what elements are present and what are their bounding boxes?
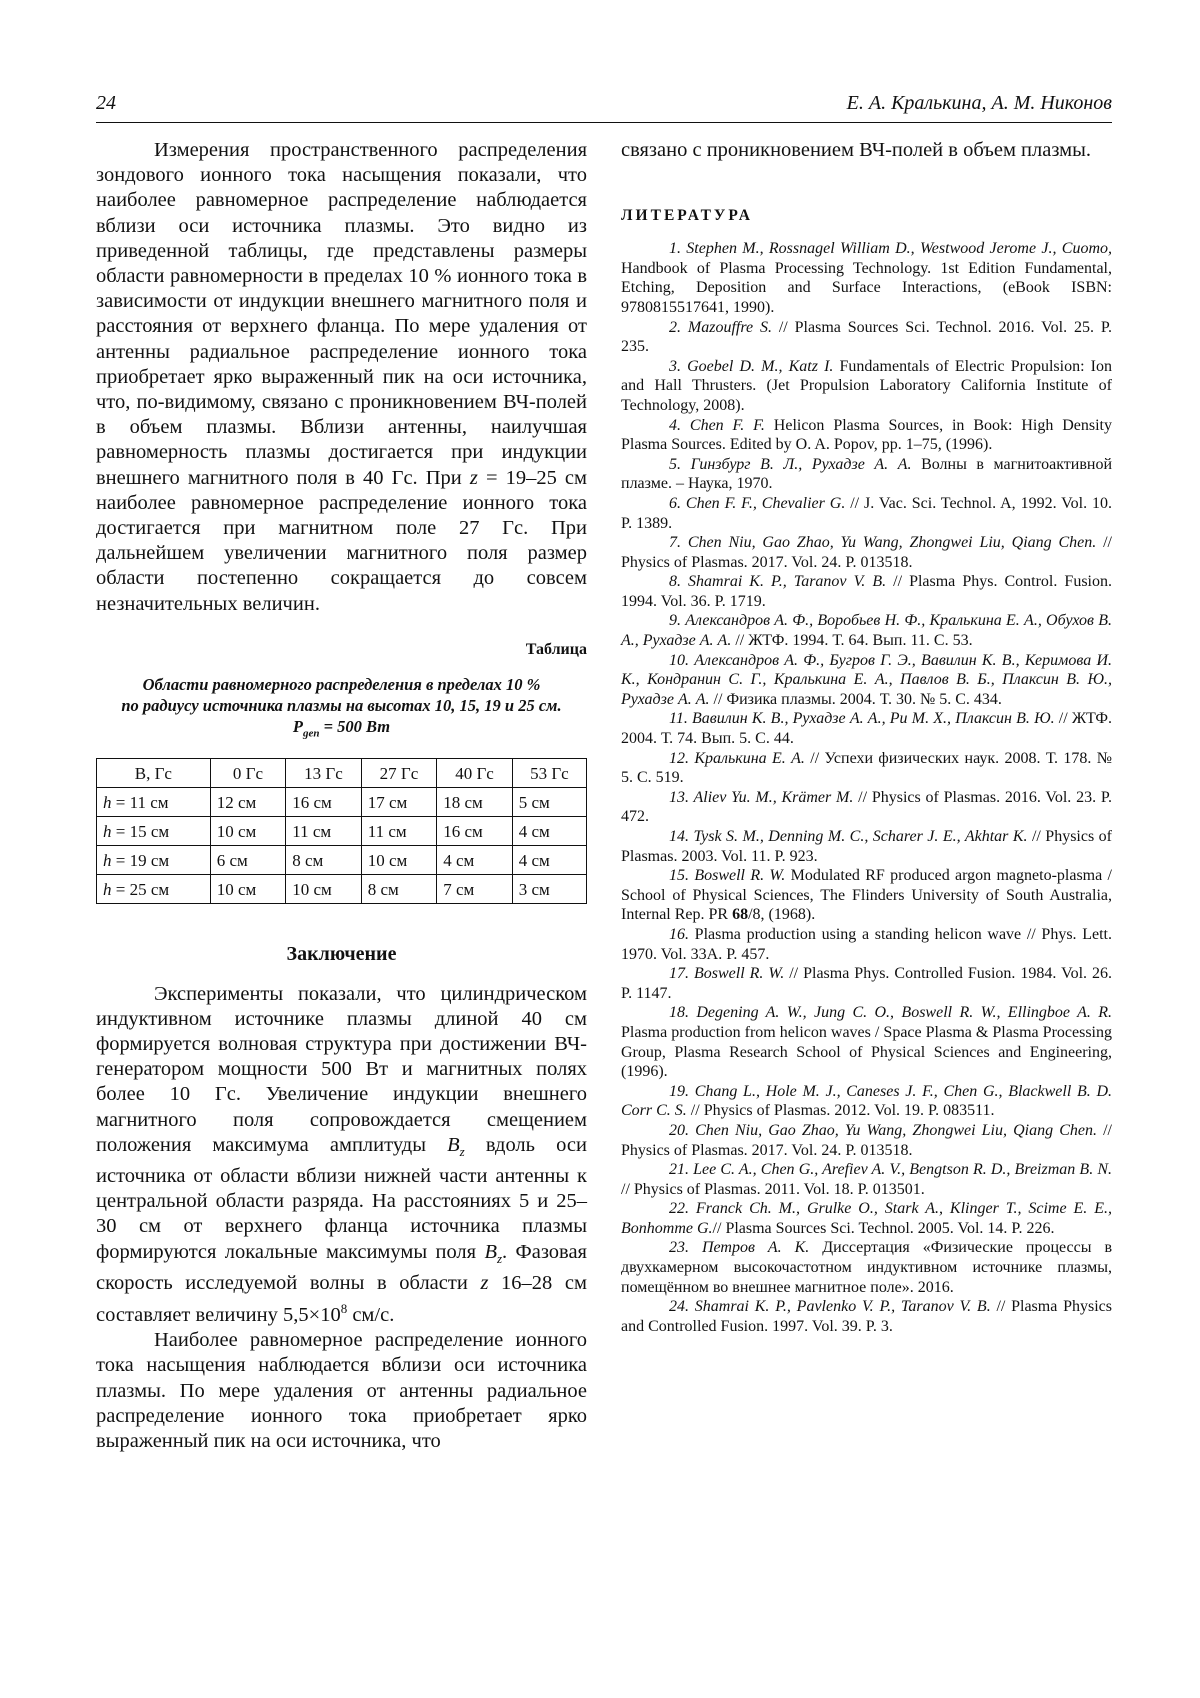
reference-source: // Физика плазмы. 2004. Т. 30. № 5. С. 434. [709,690,1002,708]
reference-item [621,1003,1112,1081]
reference-item [621,533,1112,572]
caption-tail: = 500 Вт [319,717,391,737]
table-cell: 11 см [361,817,437,846]
table-cell: 12 см [210,788,286,817]
reference-authors: 15. Boswell R. W. [669,867,786,885]
reference-item [621,964,1112,1003]
text-run: . Фазовая скорость исследуемой волны в области [96,1240,587,1294]
table-caption [96,674,587,744]
reference-item [621,788,1112,827]
reference-source: // Physics of Plasmas. 2017. Vol. 24. P. 013518. [621,1121,1113,1159]
table-header-cell: 0 Гс [210,759,286,788]
reference-authors: 14. Tysk S. M., Denning M. C., Scharer J. E., Akhtar K. [669,828,1028,846]
reference-authors: 9. Александров А. Ф., Воробьев Н. Ф., Кралькина Е. А., Обухов В. А., Рухадзе А. А. [621,612,1112,650]
row-label-value: = 25 см [111,879,170,899]
row-label-value: = 19 см [111,850,170,870]
table-cell: 4 см [512,846,586,875]
superscript: 8 [340,1301,348,1317]
table-cell: 16 см [437,817,513,846]
running-header [96,92,1112,123]
variable: B [447,1133,460,1156]
right-column [621,138,1112,1336]
reference-source: Plasma production using a standing helicon wave // Phys. Lett. 1970. Vol. 33A. P. 457. [621,925,1112,963]
reference-item [621,494,1112,533]
reference-source: Helicon Plasma Sources, in Book: High Density Plasma Sources. Edited by O. A. Popov, pp. 1–75, (1996). [621,416,1113,454]
row-label-value: = 11 см [111,792,169,812]
caption-line: по радиусу источника плазмы на высотах 10, 15, 19 и 25 см. [121,696,562,716]
row-label [97,788,211,817]
reference-tail: /8, (1968). [748,906,816,924]
reference-authors: 10. Александров А. Ф., Бугров Г. Э., Вавилин К. В., Керимова И. К., Кондранин С. Г., Кралькина Е. А., Павлов В. Б., Плаксин В. Ю., Рухадзе А. А. [621,651,1112,708]
reference-source: // Physics of Plasmas. 2003. Vol. 11. P. 923. [621,828,1112,865]
reference-authors: 24. Shamrai K. P., Pavlenko V. P., Taranov V. B. [669,1298,991,1316]
table-cell: 4 см [437,846,513,875]
reference-source: // Plasma Physics and Controlled Fusion. 1997. Vol. 39. P. 3. [621,1298,1112,1335]
table-row [97,788,587,817]
reference-authors: 12. Кралькина Е. А. [669,749,805,767]
table-cell: 8 см [286,846,362,875]
reference-source: Fundamentals of Electric Propulsion: Ion and Hall Thrusters. (Jet Propulsion Laboratory California Institute of Technology, 2008). [621,357,1113,414]
reference-authors: 21. Lee C. A., Chen G., Arefiev A. V., Bengtson R. D., Breizman B. N. [669,1161,1112,1179]
reference-source: // ЖТФ. 1994. Т. 64. Вып. 11. С. 53. [731,632,973,650]
reference-source: // Plasma Phys. Controlled Fusion. 1984. Vol. 26. P. 1147. [621,965,1113,1002]
row-label-value: = 15 см [111,821,170,841]
variable: z [480,1271,489,1294]
var-h: h [103,850,112,870]
reference-source: // Plasma Phys. Control. Fusion. 1994. Vol. 36. P. 1719. [621,573,1112,610]
reference-bold: 68 [732,906,749,924]
page-number: 24 [96,92,116,114]
reference-authors: 23. Петров А. К. [669,1239,810,1257]
table-cell: 17 см [361,788,437,817]
subscript: gen [303,727,320,740]
caption-line [96,716,587,744]
reference-item [621,239,1112,317]
table-cell: 4 см [512,817,586,846]
reference-item [621,1160,1112,1199]
reference-item [621,925,1112,964]
table-row [97,817,587,846]
reference-source: // Physics of Plasmas. 2016. Vol. 23. P. 472. [621,788,1112,826]
table-header-row [97,759,587,788]
body-paragraph: связано с проникновением ВЧ-полей в объем плазмы. [621,139,1092,161]
reference-source: // Успехи физических наук. 2008. Т. 178. № 5. С. 519. [621,749,1112,787]
reference-item [621,318,1112,357]
reference-item [621,611,1112,650]
table-cell: 10 см [210,875,286,904]
row-label [97,875,211,904]
reference-source: Диссертация «Физические процессы в двухкамерном высокочастотном индуктивном источнике плазмы, помещённом во внешнее магнитное поле». 2016. [621,1239,1113,1296]
reference-item [621,357,1112,416]
table-cell: 18 см [437,788,513,817]
table-cell: 3 см [512,875,586,904]
table-row [97,846,587,875]
reference-source: // Physics of Plasmas. 2012. Vol. 19. P. 083511. [686,1102,995,1120]
reference-authors: 20. Chen Niu, Gao Zhao, Yu Wang, Zhongwei Liu, Qiang Chen. [669,1121,1097,1139]
table-cell: 6 см [210,846,286,875]
var-h: h [103,879,112,899]
reference-item [621,827,1112,866]
reference-source: Modulated RF produced argon magneto-plasma / School of Physical Sciences, The Flinders University of South Australia, Internal Rep. PR [621,867,1112,924]
text-run: 16–28 см составляет величину 5,5×10 [96,1271,587,1327]
reference-authors: 18. Degening A. W., Jung C. O., Boswell R. W., Ellingboe A. R. [669,1004,1112,1022]
section-title: Заключение [286,943,397,966]
reference-item [621,1121,1112,1160]
table-header-cell: 27 Гс [361,759,437,788]
variable: B [484,1240,497,1263]
reference-item [621,866,1112,925]
subscript: z [459,1143,465,1159]
reference-authors: 13. Aliev Yu. M., Krämer M. [669,788,854,806]
reference-source: // Physics of Plasmas. 2017. Vol. 24. P. 013518. [621,534,1112,571]
reference-item [621,1238,1112,1297]
table-header-cell: 13 Гс [286,759,362,788]
reference-authors: 19. Chang L., Hole M. J., Caneses J. F., Chen G., Blackwell B. D. Corr C. S. [621,1082,1112,1120]
row-label [97,846,211,875]
reference-authors: 8. Shamrai K. P., Taranov V. B. [669,573,887,591]
var-h: h [103,821,112,841]
reference-list [621,239,1112,1336]
reference-authors: 16. [669,925,689,943]
reference-source: // Plasma Sources Sci. Technol. 2016. Vol. 25. P. 235. [621,318,1112,356]
text-run: Измерения пространственного распределения зондового ионного тока насыщения показали, что наиболее равномерное распределение наблюдается вблизи оси источника плазмы. Это видно из приведенной таблицы, где представлены размеры области равномерности в пределах 10 % ионного тока в зависимости от индукции внешнего магнитного поля и расстояния от верхнего фланца. По мере удаления от антенны радиальное распределение ионного тока приобретает ярко выраженный пик на оси источника, что, по-видимому, связано с проникновением ВЧ-полей в объем плазмы. Вблизи антенны, наилучшая равномерность плазмы достигается при индукции внешнего магнитного поля в 40 Гс. При [96,139,587,489]
var-h: h [103,792,112,812]
reference-authors: 5. Гинзбург В. Л., Рухадзе А. А. [669,455,912,473]
var-p: P [292,717,303,737]
left-column [96,138,587,1454]
table-cell: 11 см [286,817,362,846]
table-header-cell: 40 Гс [437,759,513,788]
running-title: Е. А. Кралькина, А. М. Никонов [846,92,1112,114]
reference-source: // J. Vac. Sci. Technol. A, 1992. Vol. 10. P. 1389. [621,494,1113,532]
table-cell: 7 см [437,875,513,904]
data-table [96,758,587,904]
reference-authors: 11. Вавилин К. В., Рухадзе А. А., Ри М. Х., Плаксин В. Ю. [669,710,1055,728]
table-cell: 10 см [361,846,437,875]
reference-item [621,416,1112,455]
reference-authors: 3. Goebel D. M., Katz I. [669,357,834,375]
reference-item [621,749,1112,788]
reference-authors: 4. Chen F. F. [669,416,765,434]
subscript: z [496,1250,503,1266]
text-run: см/с. [347,1304,395,1327]
body-paragraph [96,138,587,617]
table-cell: 16 см [286,788,362,817]
reference-authors: 6. Chen F. F., Chevalier G. [669,494,846,512]
reference-source: // ЖТФ. 2004. Т. 74. Вып. 5. С. 44. [621,710,1113,748]
reference-source: // Plasma Sources Sci. Technol. 2005. Vol. 14. P. 226. [712,1219,1055,1237]
table-cell: 10 см [286,875,362,904]
reference-source: Волны в магнитоактивной плазме. – Наука, 1970. [621,455,1113,493]
reference-item [621,455,1112,494]
references-title: ЛИТЕРАТУРА [621,207,753,225]
reference-item [621,572,1112,611]
reference-item [621,709,1112,748]
body-paragraph [96,982,587,1329]
reference-source: Plasma production from helicon waves / Space Plasma & Plasma Processing Group, Plasma Research School of Physical Sciences and Engineering, (1996). [621,1023,1112,1081]
reference-authors: 2. Mazouffre S. [669,318,772,336]
table-header-cell: 53 Гс [512,759,586,788]
text-run: = 19–25 см наиболее равномерное распределение ионного тока достигается при магнитном поле 27 Гс. При дальнейшем увеличении магнитного поля размер области постепенно сокращается до совсем незначительных величин. [96,466,588,615]
reference-source: // Physics of Plasmas. 2011. Vol. 18. P. 013501. [621,1180,925,1198]
body-paragraph: Наиболее равномерное распределение ионного тока насыщения наблюдается вблизи оси источника плазмы. По мере удаления от антенны радиальное распределение ионного тока приобретает ярко выраженный пик на оси источника, что [96,1329,587,1453]
reference-item [621,1297,1112,1336]
reference-item [621,651,1112,710]
table-cell: 10 см [210,817,286,846]
reference-source: Handbook of Plasma Processing Technology. 1st Edition Fundamental, Etching, Deposition and Surface Interactions, (eBook ISBN: 9780815517641, 1990). [621,259,1112,316]
caption-line: Области равномерного распределения в пределах 10 % [142,675,541,695]
text-run: вдоль оси источника от области вблизи нижней части антенны к центральной области разряда. На расстояниях 5 и 25–30 см от верхнего фланца источника плазмы формируются локальные максимумы поля [96,1133,587,1263]
reference-authors: 1. Stephen M., Rossnagel William D., Westwood Jerome J., Cuomo, [669,240,1112,258]
reference-item [621,1199,1112,1238]
reference-item [621,1082,1112,1121]
variable: z [469,466,478,489]
table-cell: 8 см [361,875,437,904]
table-row [97,875,587,904]
table-header-cell: B, Гс [97,759,211,788]
row-label [97,817,211,846]
reference-authors: 7. Chen Niu, Gao Zhao, Yu Wang, Zhongwei Liu, Qiang Chen. [669,534,1097,552]
reference-authors: 22. Franck Ch. M., Grulke O., Stark A., Klinger T., Scime E. E., Bonhomme G. [621,1200,1112,1237]
table-label: Таблица [525,640,587,658]
table-cell: 5 см [512,788,586,817]
reference-authors: 17. Boswell R. W. [669,965,785,983]
text-run: Эксперименты показали, что цилиндрическом индуктивном источнике плазмы длиной 40 см формируется волновая структура при достижении ВЧ-генератором мощности 500 Вт и магнитных полях более 10 Гс. Увеличение индукции внешнего магнитного поля сопровождается смещением положения максимума амплитуды [96,982,587,1156]
